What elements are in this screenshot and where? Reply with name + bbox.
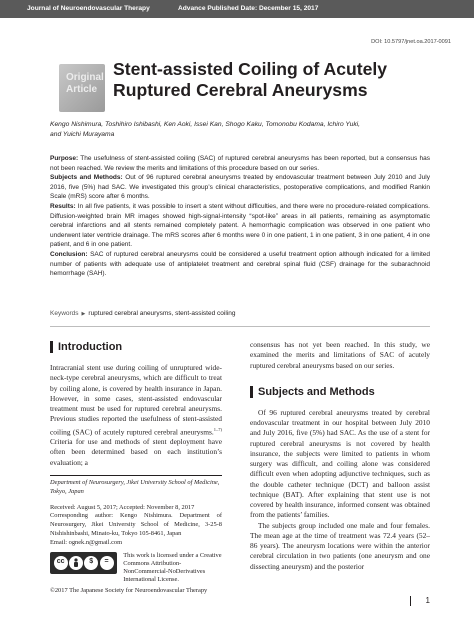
keywords — [50, 310, 430, 317]
section-divider — [50, 326, 430, 327]
license-block — [50, 552, 222, 585]
abstract-results: Results: In all five patients, it was possible to insert a stent without difficulties, and there were no procedure-related complications. Diffusion-weighted brain MR images showed high-signal-intensity “spot-like” areas in all patients, remaining as asymptomatic cerebral infarctions and all stents remained completely patent. A hemorrhagic complication was observed in one patient who underwent later ventricle drainage. The mRS scores after 6 months were 0 in one patient, 1 in one patient, 3 in one patient, 4 in one patient, and 6 in one patient. — [50, 202, 430, 249]
methods-paragraph-2: The subjects group included one male and four females. The mean age at the time of treatment was 72.4 years (52–86 years). The aneurysm locations were within the anterior cerebral circulation in two patients (one aneurysm and one dissecting aneurysm) and the posterior — [250, 520, 430, 571]
received-dates: Received: August 5, 2017; Accepted: November 8, 2017 — [50, 503, 195, 511]
author-email[interactable]: Email: ognek.n@gmail.com — [50, 538, 123, 546]
triangle-right-icon: ▶ — [81, 311, 86, 317]
by-icon — [69, 556, 83, 570]
subjects-methods-heading: Subjects and Methods — [250, 385, 430, 399]
cc-icon: cc — [54, 556, 68, 570]
author-list: Kengo Nishimura, Toshihiro Ishibashi, Ken Aoki, Issei Kan, Shogo Kaku, Tomonobu Kodama, Ichiro Yuki, and Yuichi Murayama — [50, 121, 361, 138]
page-number: 1 — [400, 596, 430, 605]
affiliation: Department of Neurosurgery, Jikei University School of Medicine, Tokyo, Japan — [50, 478, 220, 495]
abstract-methods: Subjects and Methods: Out of 96 ruptured cerebral aneurysms treated by endovascular treatment between July 2010 and July 2016, five (5%) had SAC. We investigated this group’s clinical characteristics, postoperative complications, and modified Rankin Scale (mRS) score after 6 months. — [50, 174, 430, 201]
article-title: Stent-assisted Coiling of Acutely Ruptured Cerebral Aneurysms — [113, 59, 388, 100]
cc-license-badge[interactable] — [50, 552, 117, 574]
nc-icon: $ — [84, 556, 98, 570]
license-text: This work is licensed under a Creative Commons Attribution-NonCommercial-NoDerivatives International License. — [123, 551, 222, 584]
corresponding-author: Corresponding author: Kengo Nishimura. Department of Neurosurgery, Jikei University School of Medicine, 3-25-8 Nishishinbashi, Minato-ku, Tokyo 105-8461, Japan — [50, 512, 222, 537]
badge-text: Original Article — [66, 72, 104, 95]
advance-date: Advance Published Date: December 15, 2017 — [178, 5, 319, 12]
methods-paragraph-1: Of 96 ruptured cerebral aneurysms treated by cerebral endovascular treatment in our hospital between July 2010 and July 2016, five (5%) had SAC. As the use of a stent for ruptured cerebral aneurysms is not covered by health insurance, the subjects were limited to patients in whom surgery was difficult, and coiling alone was considered difficult even when adopting adjunctive techniques, such as the double catheter technique (DCT) and balloon assist technique (BAT). After explaining that stent use is not covered by health insurance, informed consent was obtained from the patients’ families. — [250, 407, 430, 520]
doi-link[interactable]: DOI: 10.5797/jnet.oa.2017-0091 — [371, 39, 451, 45]
abstract-purpose: Purpose: The usefulness of stent-assisted coiling (SAC) of ruptured cerebral aneurysms has been reported, but a consensus has not been reached. We review the merits and limitations of this procedure based on our series. — [50, 155, 430, 172]
keywords-label: Keywords — [50, 310, 79, 317]
abstract-conclusion: Conclusion: SAC of ruptured cerebral aneurysms could be considered a useful treatment option although indicated for a limited number of patients with adequate use of antiplatelet treatment and cerebral spinal fluid (CSF) drainage for the subarachnoid hemorrhage (SAH). — [50, 250, 430, 278]
running-header — [0, 0, 474, 18]
nd-icon: = — [100, 556, 114, 570]
introduction-continued: consensus has not yet been reached. In this study, we examined the merits and limitations of SAC of acutely ruptured cerebral aneurysms based on our series. — [250, 340, 430, 370]
footnote — [50, 479, 222, 596]
right-column — [250, 340, 430, 572]
abstract — [50, 154, 430, 279]
article-type-badge — [59, 64, 105, 112]
introduction-text: Intracranial stent use during coiling of unruptured wide-neck-type cerebral aneurysms, which are difficult to treat by coiling alone, is covered by health insurance in Japan. However, in some cases, stent-assisted endovascular treatment must be used for ruptured cerebral aneurysms. Previous studies reported the usefulness of stent-assisted coiling (SAC) of acutely ruptured cerebral aneurysms.$^{1-7)}$ Criteria for use and methods of stent deployment have often been determined based on each institution’s evaluation; a — [50, 363, 222, 467]
footnote-divider — [50, 475, 222, 476]
left-column — [50, 340, 222, 596]
introduction-heading: Introduction — [50, 340, 222, 354]
keywords-text: ruptured cerebral aneurysms, stent-assisted coiling — [88, 310, 236, 317]
journal-name: Journal of Neuroendovascular Therapy — [27, 5, 150, 12]
copyright: ©2017 The Japanese Society for Neuroendovascular Therapy — [50, 587, 208, 595]
